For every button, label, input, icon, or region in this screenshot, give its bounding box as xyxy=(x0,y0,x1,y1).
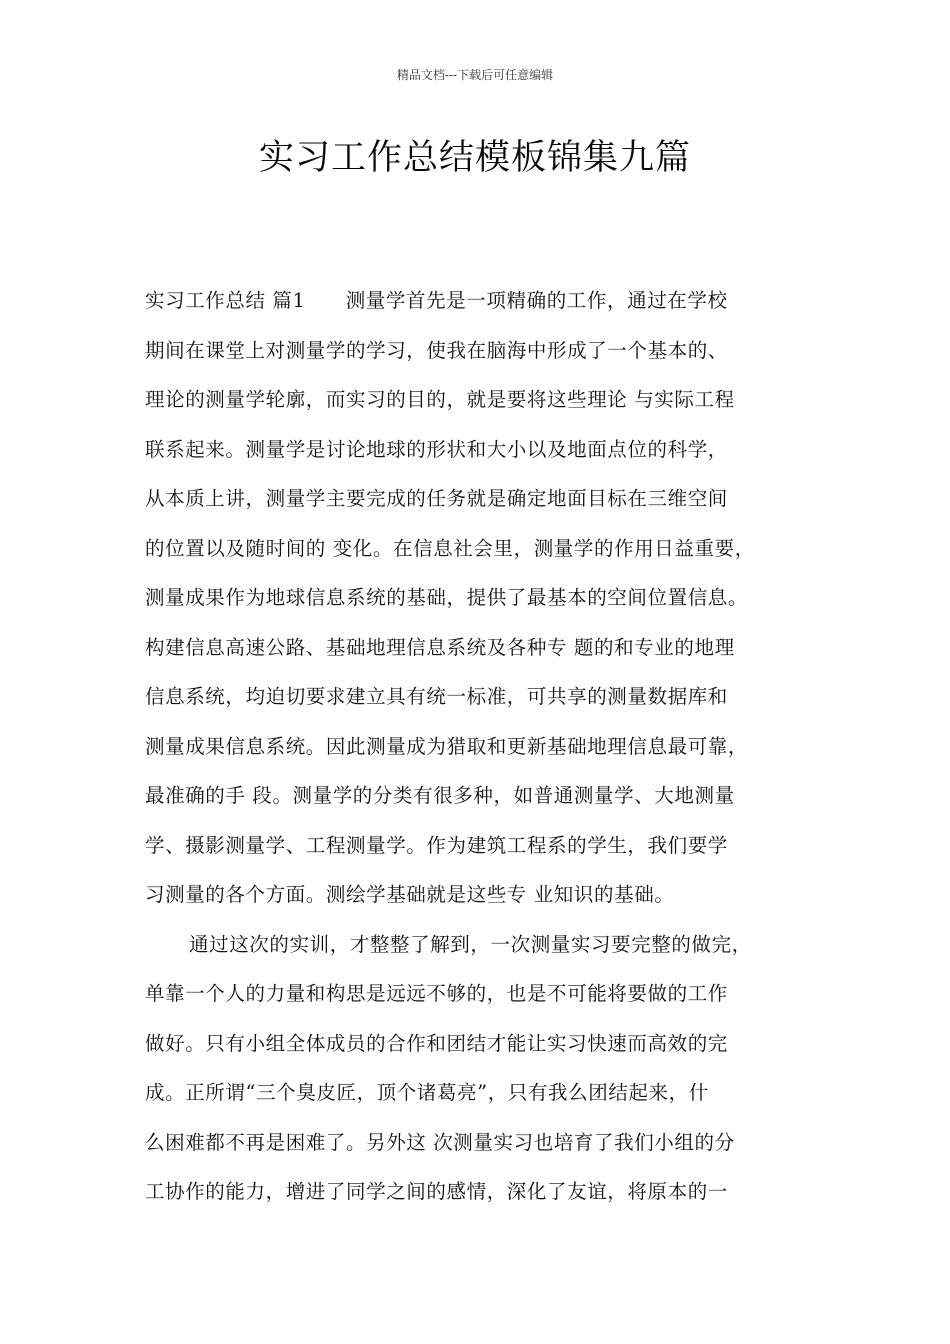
body-line: 信息系统，均迫切要求建立具有统一标准，可共享的测量数据库和 xyxy=(145,685,728,708)
body-line: 成。正所谓“三个臭皮匠，顶个诸葛亮”，只有我么团结起来，什 xyxy=(145,1081,709,1104)
page-header: 精品文档---下载后可任意编辑 xyxy=(396,68,554,82)
body-line: 测量成果作为地球信息系统的基础，提供了最基本的空间位置信息。 xyxy=(145,586,749,609)
body-line: 通过这次的实训，才整整了解到，一次测量实习要完整的做完， xyxy=(189,932,752,956)
body-line: 从本质上讲，测量学主要完成的任务就是确定地面目标在三维空间 xyxy=(145,487,728,510)
body-line: 的位置以及随时间的 变化。在信息社会里，测量学的作用日益重要， xyxy=(145,536,755,560)
body-line: 工协作的能力，增进了同学之间的感情，深化了友谊，将原本的一 xyxy=(145,1180,728,1203)
body-line: 单靠一个人的力量和构思是远远不够的，也是不可能将要做的工作 xyxy=(145,982,728,1005)
body-line: 学、摄影测量学、工程测量学。作为建筑工程系的学生，我们要学 xyxy=(145,833,728,857)
body-line: 么困难都不再是困难了。另外这 次测量实习也培育了我们小组的分 xyxy=(145,1130,735,1154)
body-line: 最准确的手 段。测量学的分类有很多种，如普通测量学、大地测量 xyxy=(145,784,735,807)
body-line: 理论的测量学轮廓，而实习的目的，就是要将这些理论 与实际工程 xyxy=(145,388,735,411)
document-body xyxy=(145,284,825,1225)
document-title: 实习工作总结模板锦集九篇 xyxy=(258,138,691,178)
body-line: 构建信息高速公路、基础地理信息系统及各种专 题的和专业的地理 xyxy=(145,635,735,659)
body-line: 期间在课堂上对测量学的学习，使我在脑海中形成了一个基本的、 xyxy=(145,338,728,362)
body-line: 习测量的各个方面。测绘学基础就是这些专 业知识的基础。 xyxy=(145,883,675,906)
body-line: 测量成果信息系统。因此测量成为猎取和更新基础地理信息最可靠， xyxy=(145,734,749,758)
body-line: 做好。只有小组全体成员的合作和团结才能让实习快速而高效的完 xyxy=(145,1031,728,1055)
body-line: 实习工作总结 篇1 测量学首先是一项精确的工作，通过在学校 xyxy=(145,289,728,312)
body-line: 联系起来。测量学是讨论地球的形状和大小以及地面点位的科学， xyxy=(145,437,728,461)
